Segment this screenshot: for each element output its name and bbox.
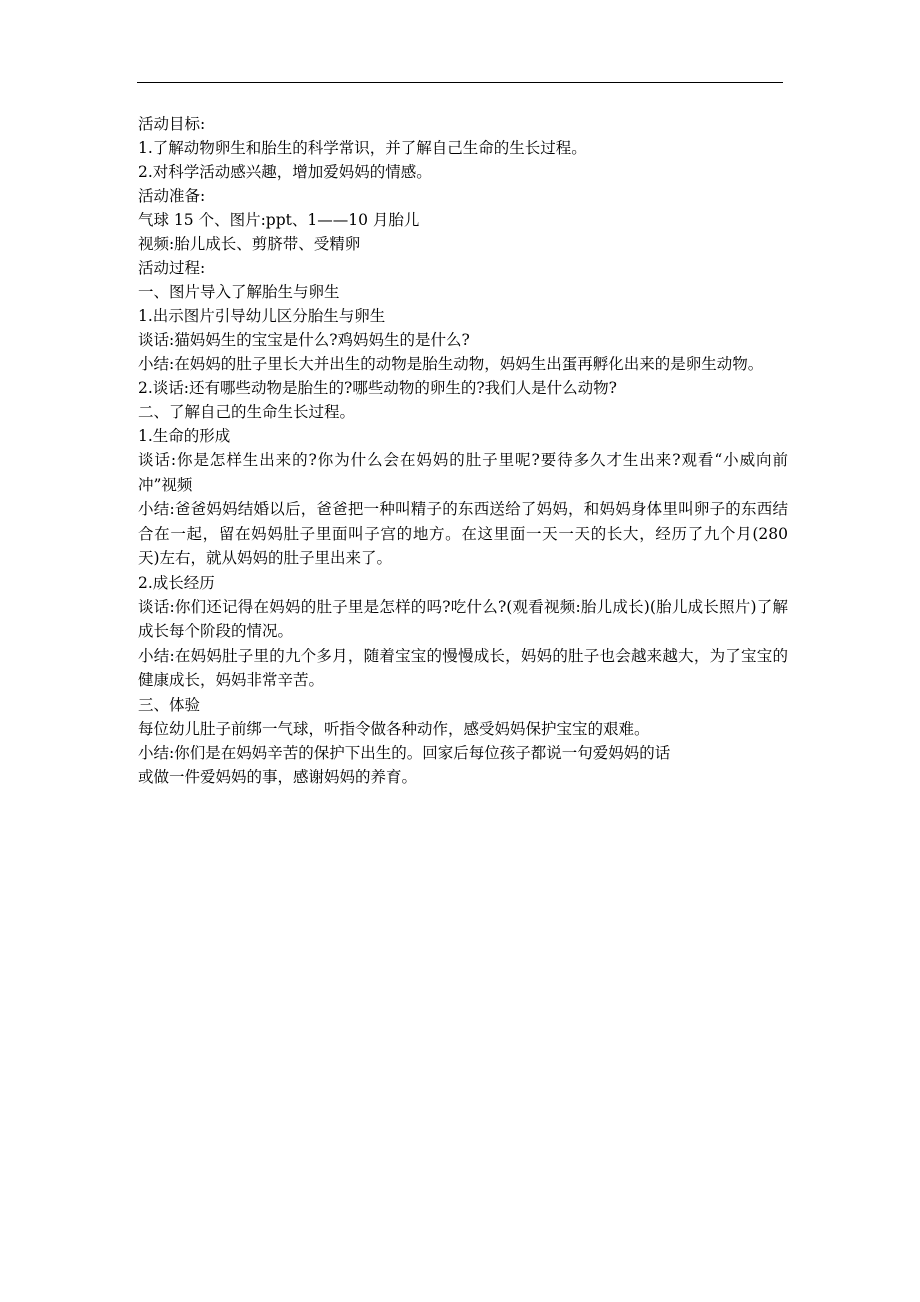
summary-paragraph-3: 小结:在妈妈肚子里的九个多月，随着宝宝的慢慢成长，妈妈的肚子也会越来越大，为了宝宝的健康成长，妈妈非常辛苦。 [138, 646, 788, 689]
section-heading-preparation: 活动准备: [138, 187, 206, 205]
preparation-materials: 气球 15 个、图片:ppt、1——10 月胎儿 [138, 211, 420, 229]
process-step-2-2: 2.成长经历 [138, 573, 215, 592]
process-step-1-1: 1.出示图片引导幼儿区分胎生与卵生 [138, 307, 386, 325]
talk-text-1: 谈话:猫妈妈生的宝宝是什么?鸡妈妈生的是什么? [138, 331, 470, 349]
final-summary-line-2: 或做一件爱妈妈的事，感谢妈妈的养育。 [138, 767, 418, 786]
process-step-2-1: 1.生命的形成 [138, 427, 231, 445]
preparation-videos: 视频:胎儿成长、剪脐带、受精卵 [138, 235, 361, 253]
process-part-2-heading: 二、了解自己的生命生长过程。 [138, 403, 356, 421]
section-heading-process: 活动过程: [138, 259, 206, 277]
final-summary-line-1: 小结:你们是在妈妈辛苦的保护下出生的。回家后每位孩子都说一句爱妈妈的话 [138, 743, 671, 762]
goal-item-1: 1.了解动物卵生和胎生的科学常识，并了解自己生命的生长过程。 [138, 139, 587, 157]
process-part-3-heading: 三、体验 [138, 695, 201, 714]
section-heading-goals: 活动目标: [138, 115, 206, 133]
experience-activity: 每位幼儿肚子前绑一气球，听指令做各种动作，感受妈妈保护宝宝的艰难。 [138, 719, 650, 738]
summary-text-1: 小结:在妈妈的肚子里长大并出生的动物是胎生动物，妈妈生出蛋再孵化出来的是卵生动物。 [138, 355, 764, 373]
goal-item-2: 2.对科学活动感兴趣，增加爱妈妈的情感。 [138, 163, 432, 181]
document-body [138, 112, 788, 789]
talk-paragraph-2: 谈话:你是怎样生出来的?你为什么会在妈妈的肚子里呢?要待多久才生出来?观看“小威向前冲”视频 [138, 451, 788, 494]
talk-paragraph-3: 谈话:你们还记得在妈妈的肚子里是怎样的吗?吃什么?(观看视频:胎儿成长)(胎儿成长照片)了解成长每个阶段的情况。 [138, 597, 788, 640]
summary-paragraph-2: 小结:爸爸妈妈结婚以后，爸爸把一种叫精子的东西送给了妈妈，和妈妈身体里叫卵子的东西结合在一起，留在妈妈肚子里面叫子宫的地方。在这里面一天一天的长大，经历了九个月(280 天)左右，就从妈妈的肚子里出来了。 [138, 500, 788, 567]
process-step-1-2: 2.谈话:还有哪些动物是胎生的?哪些动物的卵生的?我们人是什么动物? [138, 379, 617, 397]
process-part-1-heading: 一、图片导入了解胎生与卵生 [138, 283, 340, 301]
header-rule [137, 82, 783, 83]
